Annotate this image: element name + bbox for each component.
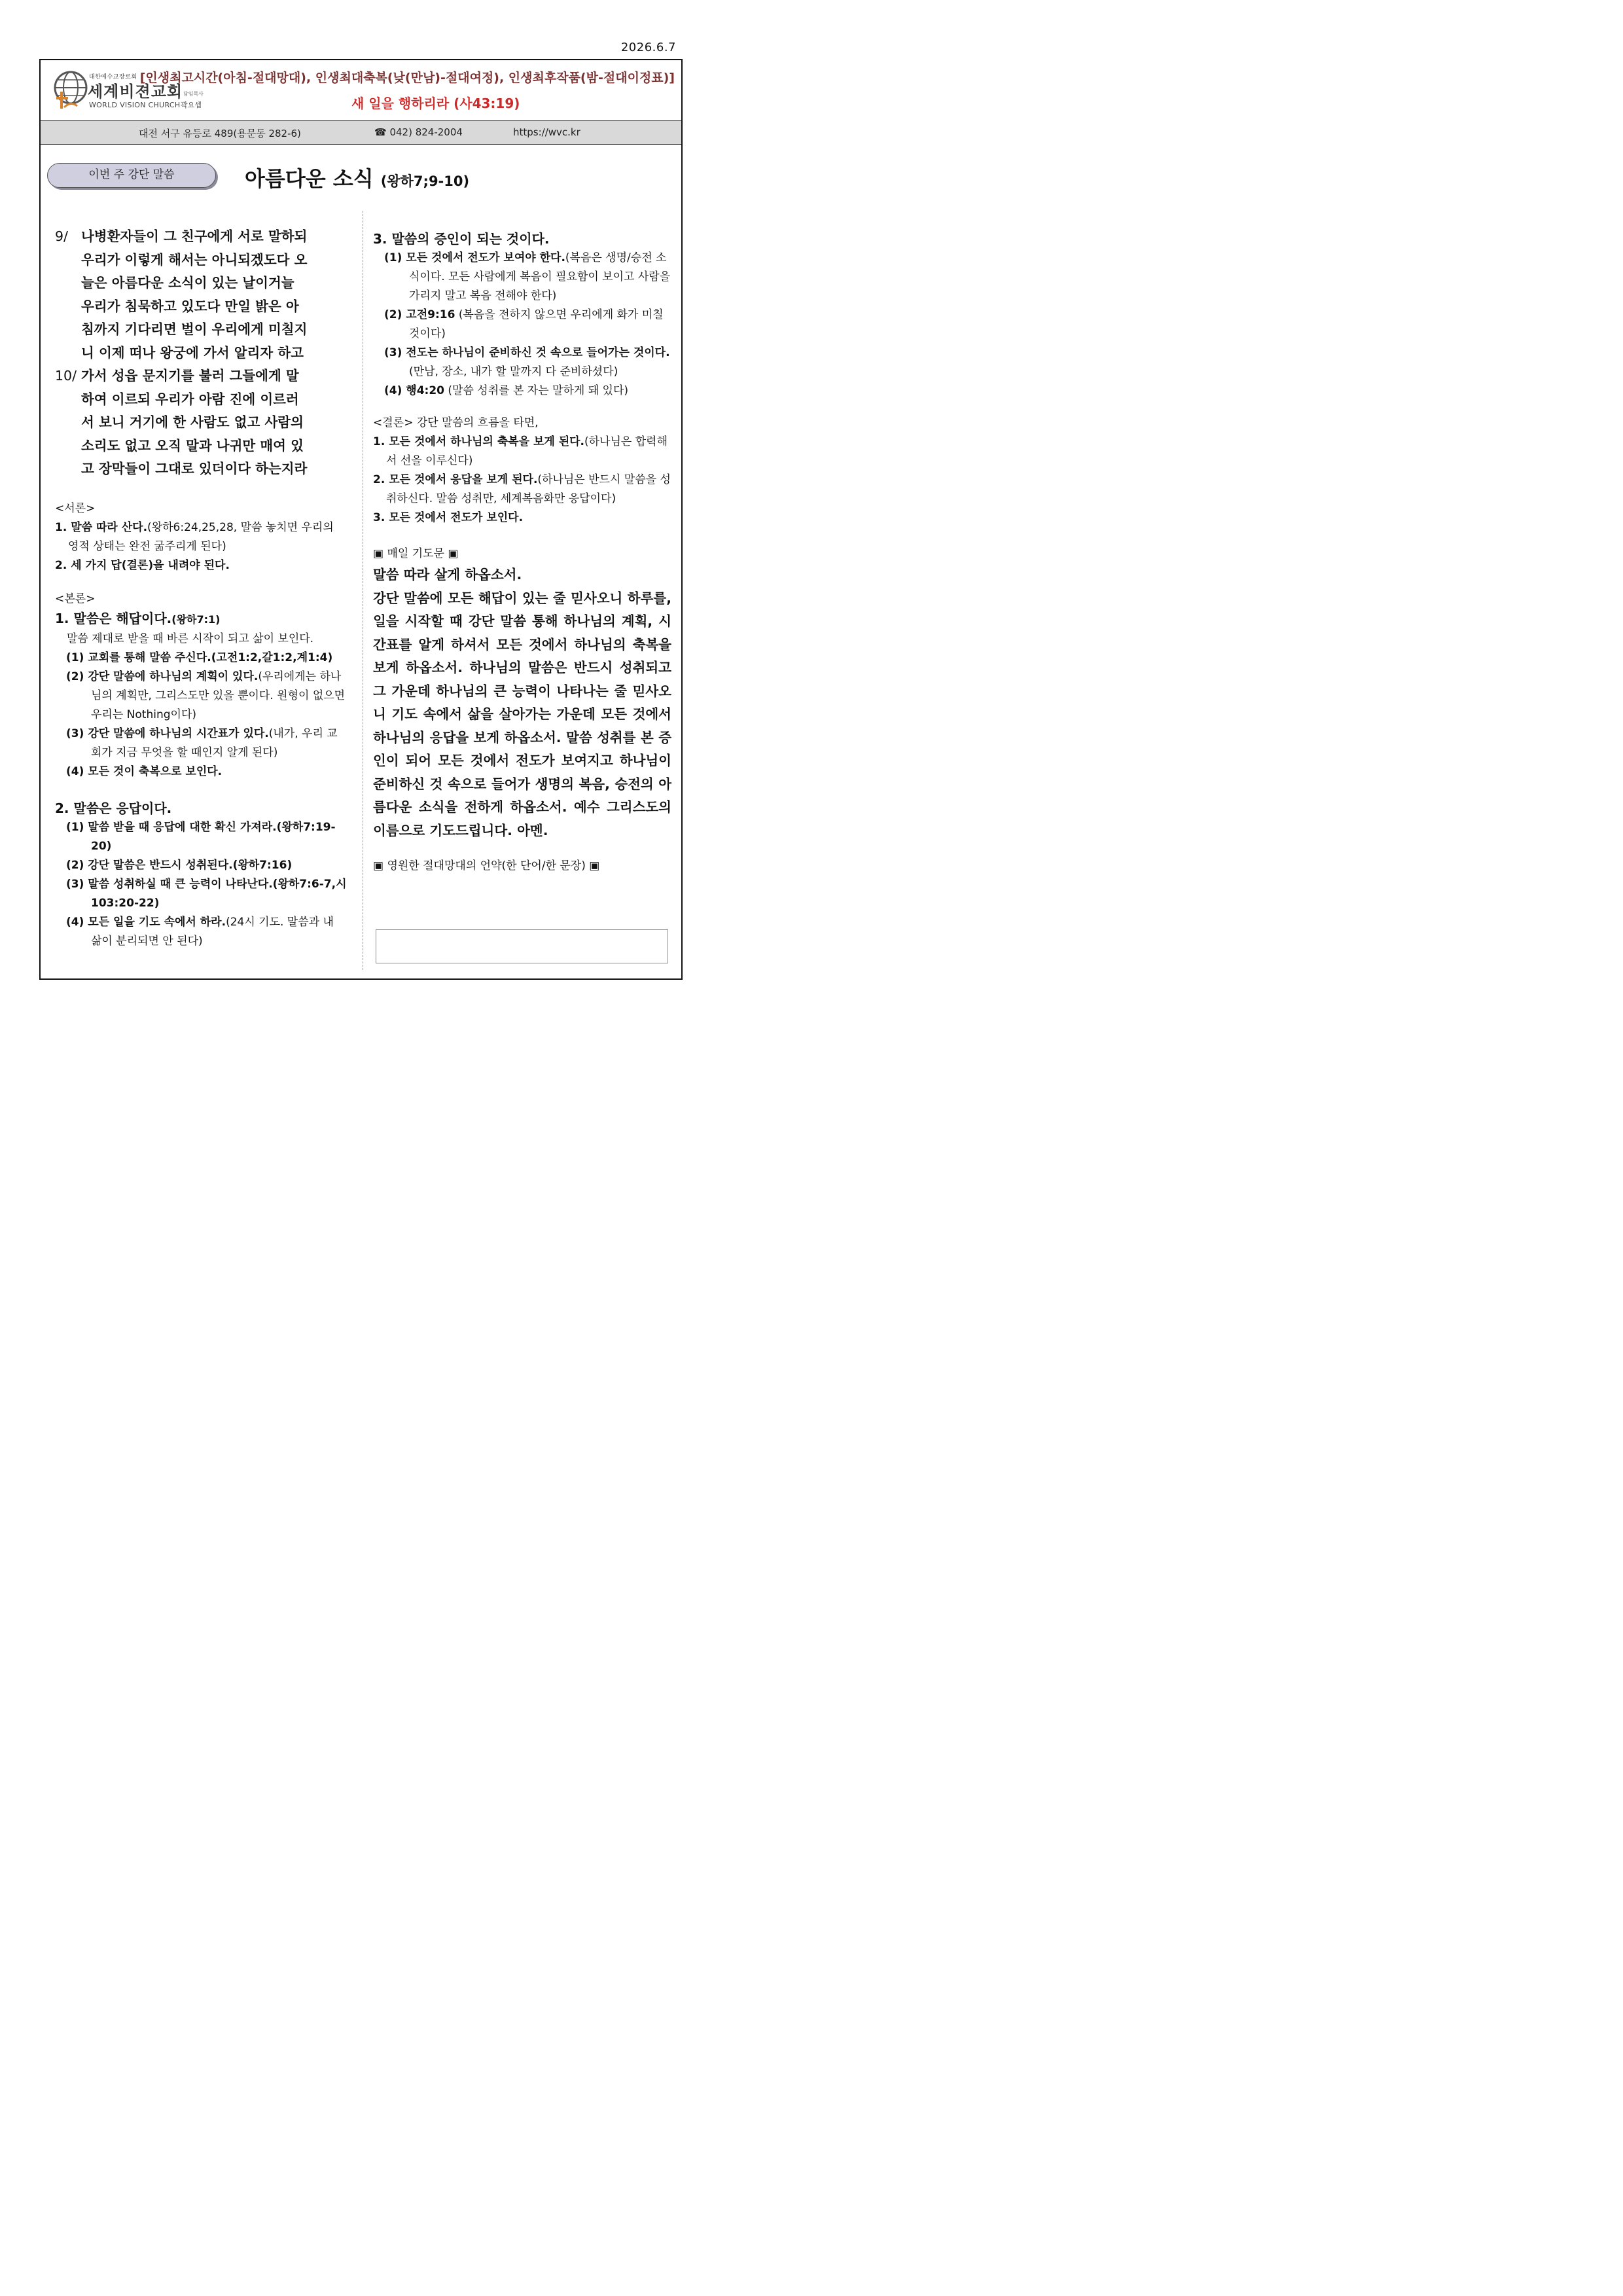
body-heading: <본론>	[55, 592, 96, 605]
section-3-item-2: (2) 고전9:16 (복음을 전하지 않으면 우리에게 화가 미칠 것이다)	[384, 308, 664, 340]
conclusion-heading: <결론> 강단 말씀의 흐름을 타면,	[373, 416, 539, 429]
section-2-item-3: (3) 말씀 성취하실 때 큰 능력이 나타난다.(왕하7:6-7,시103:20-22)	[66, 877, 347, 910]
sermon-title-text: 아름다운 소식	[245, 166, 374, 191]
church-motto: [인생최고시간(아침-절대망대), 인생최대축복(낮(만남)-절대여정), 인생최후작품(밤-절대이정표)]	[139, 71, 675, 85]
section-1-title: 1. 말씀은 해답이다.(왕하7:1)	[55, 610, 221, 626]
globe-cross-icon	[51, 68, 90, 110]
verse-9	[55, 225, 347, 365]
left-column	[55, 225, 347, 951]
verse-line: 나병환자들이 그 친구에게 서로 말하되	[81, 228, 308, 244]
church-english-name: WORLD VISION CHURCH	[89, 101, 181, 109]
section-1-item-2: (2) 강단 말씀에 하나님의 계획이 있다.(우리에게는 하나님의 계획만, 그리스도만 있을 뿐이다. 원형이 없으면 우리는 Nothing이다)	[66, 670, 346, 721]
verse-line: 침까지 기다리면 벌이 우리에게 미칠지	[81, 321, 308, 337]
conclusion-point-3: 3. 모든 것에서 전도가 보인다.	[373, 511, 524, 524]
verse-line: 소리도 없고 오직 말과 나귀만 매여 있	[81, 437, 304, 454]
scripture-passage	[55, 225, 347, 481]
theme-text: 새 일을 행하리라	[351, 96, 450, 111]
verse-line: 늘은 아름다운 소식이 있는 날이거늘	[81, 275, 294, 291]
church-phone: ☎ 042) 824-2004	[374, 126, 463, 138]
verse-number: 9/	[55, 228, 68, 244]
verse-line: 고 장막들이 그대로 있더이다 하는지라	[81, 461, 308, 476]
prayer-title: 말씀 따라 살게 하옵소서.	[373, 567, 522, 583]
bulletin-header	[41, 60, 681, 120]
verse-line: 우리가 이렇게 해서는 아니되겠도다 오	[81, 251, 308, 268]
bulletin-frame	[39, 59, 683, 980]
section-1-item-1: (1) 교회를 통해 말씀 주신다.(고전1:2,갈1:2,계1:4)	[66, 651, 333, 664]
church-denomination: 대한예수교장로회	[89, 74, 137, 81]
pastor-name: 곽요셉	[181, 101, 202, 109]
intro-point-1: 1. 말씀 따라 산다.(왕하6:24,25,28, 말씀 놓치면 우리의 영적 상태는 완전 굶주리게 된다)	[55, 520, 334, 553]
pastor-role: 담임목사	[183, 91, 204, 97]
yearly-theme	[351, 93, 520, 112]
church-address: 대전 서구 유등로 489(용문동 282-6)	[139, 128, 301, 139]
prayer-heading: ▣ 매일 기도문 ▣	[373, 547, 459, 560]
conclusion-point-2: 2. 모든 것에서 응답을 보게 된다.(하나님은 반드시 말씀을 성취하신다. 말씀 성취만, 세계복음화만 응답이다)	[373, 473, 671, 505]
covenant-write-box[interactable]	[376, 929, 668, 963]
section-2-title: 2. 말씀은 응답이다.	[55, 800, 172, 816]
section-2-item-2: (2) 강단 말씀은 반드시 성취된다.(왕하7:16)	[66, 858, 293, 872]
section-3-item-4: (4) 행4:20 (말씀 성취를 본 자는 말하게 돼 있다)	[384, 384, 628, 397]
section-1-item-3: (3) 강단 말씀에 하나님의 시간표가 있다.(내가, 우리 교회가 지금 무엇을 할 때인지 알게 된다)	[66, 726, 338, 759]
intro-point-2: 2. 세 가지 답(결론)을 내려야 된다.	[55, 558, 230, 572]
verse-line: 니 이제 떠나 왕궁에 가서 알리자 하고	[81, 344, 304, 361]
sermon-reference: (왕하7;9-10)	[380, 173, 470, 189]
conclusion-point-1: 1. 모든 것에서 하나님의 축복을 보게 된다.(하나님은 합력해서 선을 이루신다)	[373, 435, 668, 467]
verse-line: 하여 이르되 우리가 아람 진에 이르러	[81, 391, 299, 407]
church-name: 세계비젼교회	[88, 82, 183, 101]
verse-number: 10/	[55, 368, 77, 384]
theme-reference: (사43:19)	[454, 96, 520, 111]
section-3-item-1: (1) 모든 것에서 전도가 보여야 한다.(복음은 생명/승전 소식이다. 모든 사람에게 복음이 필요함이 보이고 사람을 가리지 말고 복음 전해야 한다)	[384, 251, 671, 302]
verse-10	[55, 365, 347, 481]
section-2-item-4: (4) 모든 일을 기도 속에서 하라.(24시 기도. 말씀과 내 삶이 분리되면 안 된다)	[66, 915, 334, 948]
section-3-title: 3. 말씀의 증인이 되는 것이다.	[373, 231, 550, 247]
sermon-title	[245, 162, 469, 192]
section-3-item-3: (3) 전도는 하나님이 준비하신 것 속으로 들어가는 것이다.(만남, 장소, 내가 할 말까지 다 준비하셨다)	[384, 346, 670, 378]
verse-line: 서 보니 거기에 한 사람도 없고 사람의	[81, 414, 304, 430]
covenant-heading: ▣ 영원한 절대망대의 언약(한 단어/한 문장) ▣	[373, 859, 600, 872]
section-1-item-4: (4) 모든 것이 축복으로 보인다.	[66, 764, 223, 778]
address-bar	[41, 120, 681, 145]
sermon-label-badge: 이번 주 강단 말씀	[47, 163, 216, 188]
section-1-desc: 말씀 제대로 받을 때 바른 시작이 되고 삶이 보인다.	[67, 632, 314, 645]
church-website[interactable]: https://wvc.kr	[513, 126, 580, 138]
bulletin-date: 2026.6.7	[620, 41, 676, 54]
section-2-item-1: (1) 말씀 받을 때 응답에 대한 확신 가져라.(왕하7:19-20)	[66, 820, 336, 853]
prayer-body: 강단 말씀에 모든 해답이 있는 줄 믿사오니 하루를, 일을 시작할 때 강단 말씀 통해 하나님의 계획, 시간표를 알게 하셔서 모든 것에서 하나님의 축복을 보게 하옵소서. 하나님의 말씀은 반드시 성취되고 그 가운데 하나님의 큰 능력이 나타나는 줄 믿사오니 기도 속에서 삶을 살아가는 가운데 모든 것에서 하나님의 응답을 보게 하옵소서. 말씀 성취를 본 증인이 되어 모든 것에서 전도가 보여지고 하나님이 준비하신 것 속으로 들어가 생명의 복음, 승전의 아름다운 소식을 전하게 하옵소서. 예수 그리스도의 이름으로 기도드립니다. 아멘.	[373, 590, 671, 838]
verse-line: 우리가 침묵하고 있도다 만일 밝은 아	[81, 298, 299, 314]
right-column	[373, 229, 671, 876]
intro-heading: <서론>	[55, 501, 96, 515]
verse-line: 가서 성읍 문지기를 불러 그들에게 말	[81, 368, 299, 384]
